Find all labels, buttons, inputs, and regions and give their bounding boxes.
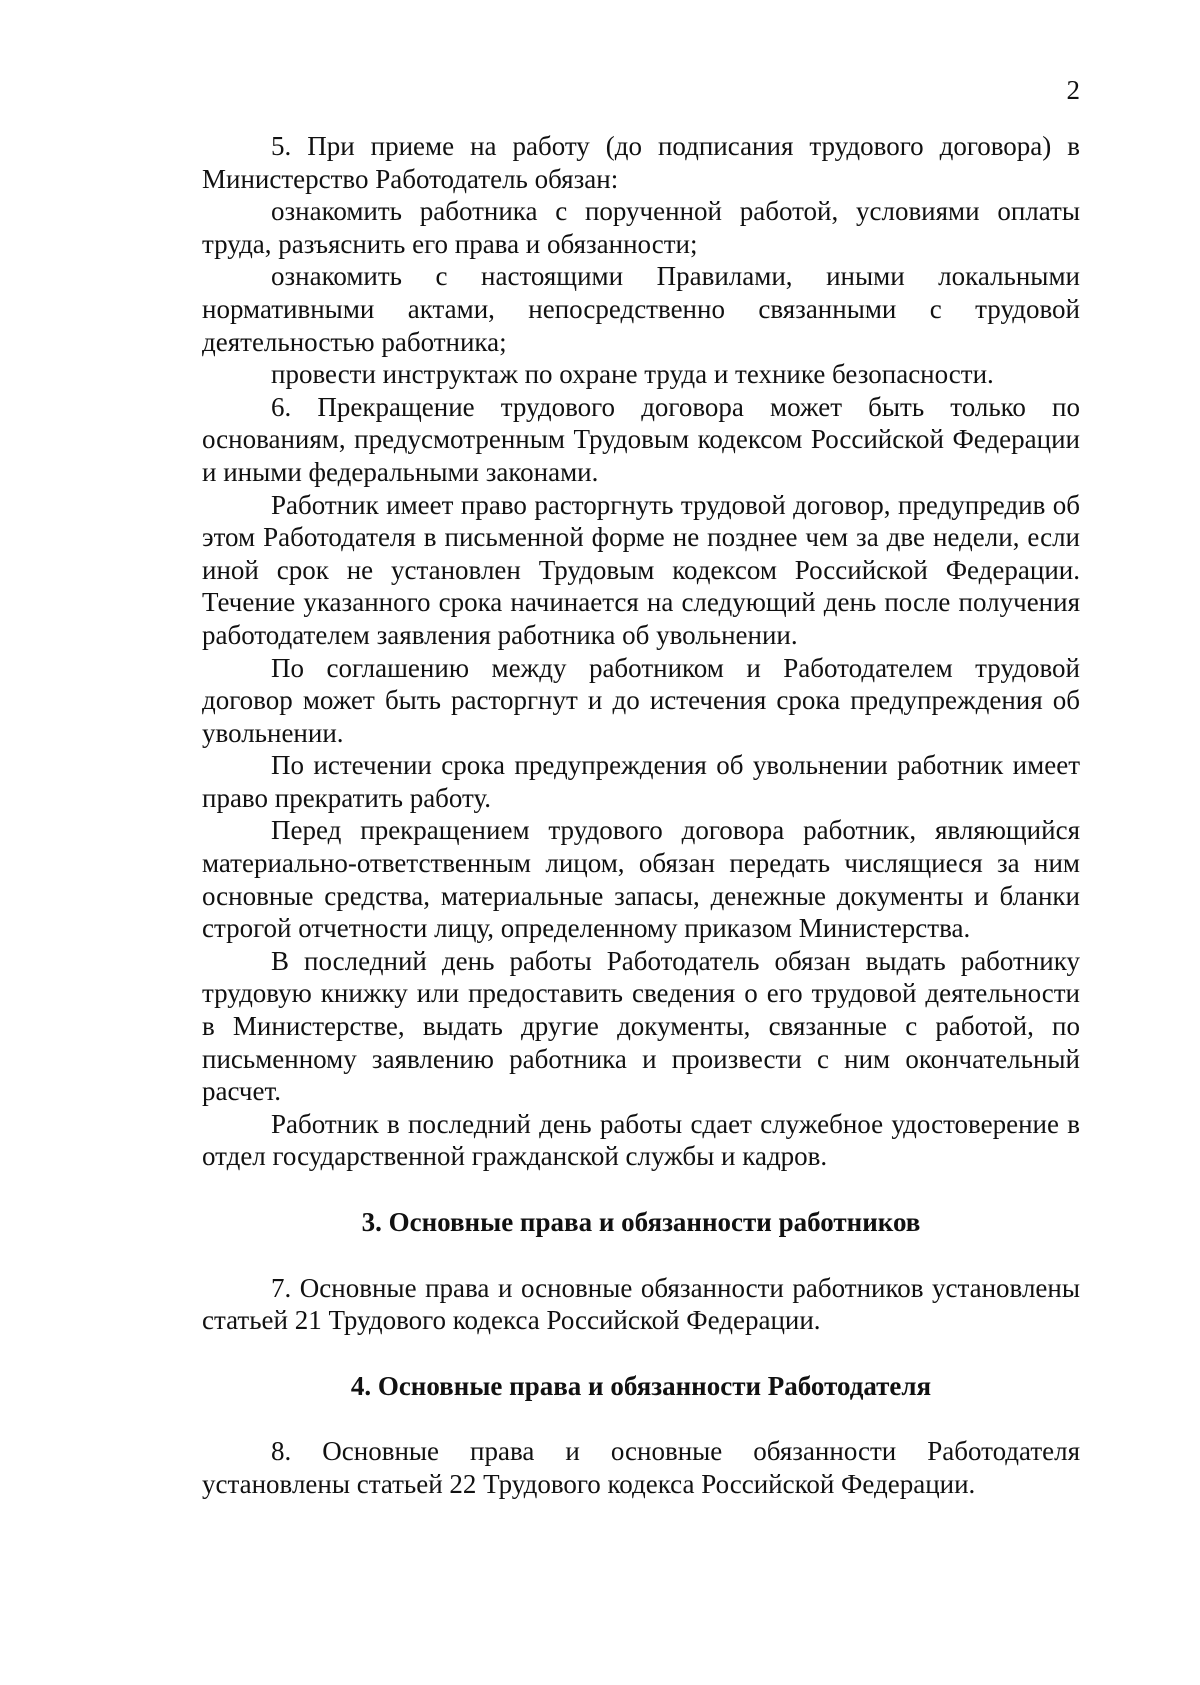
section-heading: 3. Основные права и обязанности работников xyxy=(361,1207,921,1237)
page-number: 2 xyxy=(1066,75,1080,105)
paragraph: ознакомить работника с порученной работой, условиями оплаты труда, разъяснить его права и обязанности; xyxy=(202,196,1080,259)
paragraph: провести инструктаж по охране труда и технике безопасности. xyxy=(271,359,994,390)
paragraph: По соглашению между работником и Работодателем трудовой договор может быть расторгнут и до истечения срока предупреждения об увольнении. xyxy=(202,652,1080,748)
paragraph: Работник в последний день работы сдает служебное удостоверение в отдел государственной гражданской службы и кадров. xyxy=(202,1108,1080,1172)
paragraph: Перед прекращением трудового договора работник, являющийся материально-ответственным лицом, обязан передать числящиеся за ним основные средства, материальные запасы, денежные документы и бланки строгой отчетности лицу, определенному приказом Министерства. xyxy=(202,815,1080,944)
paragraph: 5. При приеме на работу (до подписания трудового договора) в Министерство Работодатель обязан: xyxy=(202,131,1080,194)
document-body xyxy=(202,130,1080,1501)
paragraph: Работник имеет право расторгнуть трудовой договор, предупредив об этом Работодателя в письменной форме не позднее чем за две недели, если иной срок не установлен Трудовым кодексом Российской Федерации. Течение указанного срока начинается на следующий день после получения работодателем заявления работника об увольнении. xyxy=(202,489,1080,650)
paragraph: ознакомить с настоящими Правилами, иными локальными нормативными актами, непосредственно связанными с трудовой деятельностью работника; xyxy=(202,261,1080,357)
paragraph: 7. Основные права и основные обязанности работников установлены статьей 21 Трудового кодекса Российской Федерации. xyxy=(202,1272,1080,1336)
paragraph: По истечении срока предупреждения об увольнении работник имеет право прекратить работу. xyxy=(202,750,1080,813)
paragraph: 6. Прекращение трудового договора может быть только по основаниям, предусмотренным Трудовым кодексом Российской Федерации и иными федеральными законами. xyxy=(202,391,1080,487)
paragraph: 8. Основные права и основные обязанности Работодателя установлены статьей 22 Трудового кодекса Российской Федерации. xyxy=(202,1436,1080,1499)
paragraph: В последний день работы Работодатель обязан выдать работнику трудовую книжку или предоставить сведения о его трудовой деятельности в Министерстве, выдать другие документы, связанные с работой, по письменному заявлению работника и произвести с ним окончательный расчет. xyxy=(202,945,1080,1107)
section-heading: 4. Основные права и обязанности Работодателя xyxy=(350,1370,932,1401)
